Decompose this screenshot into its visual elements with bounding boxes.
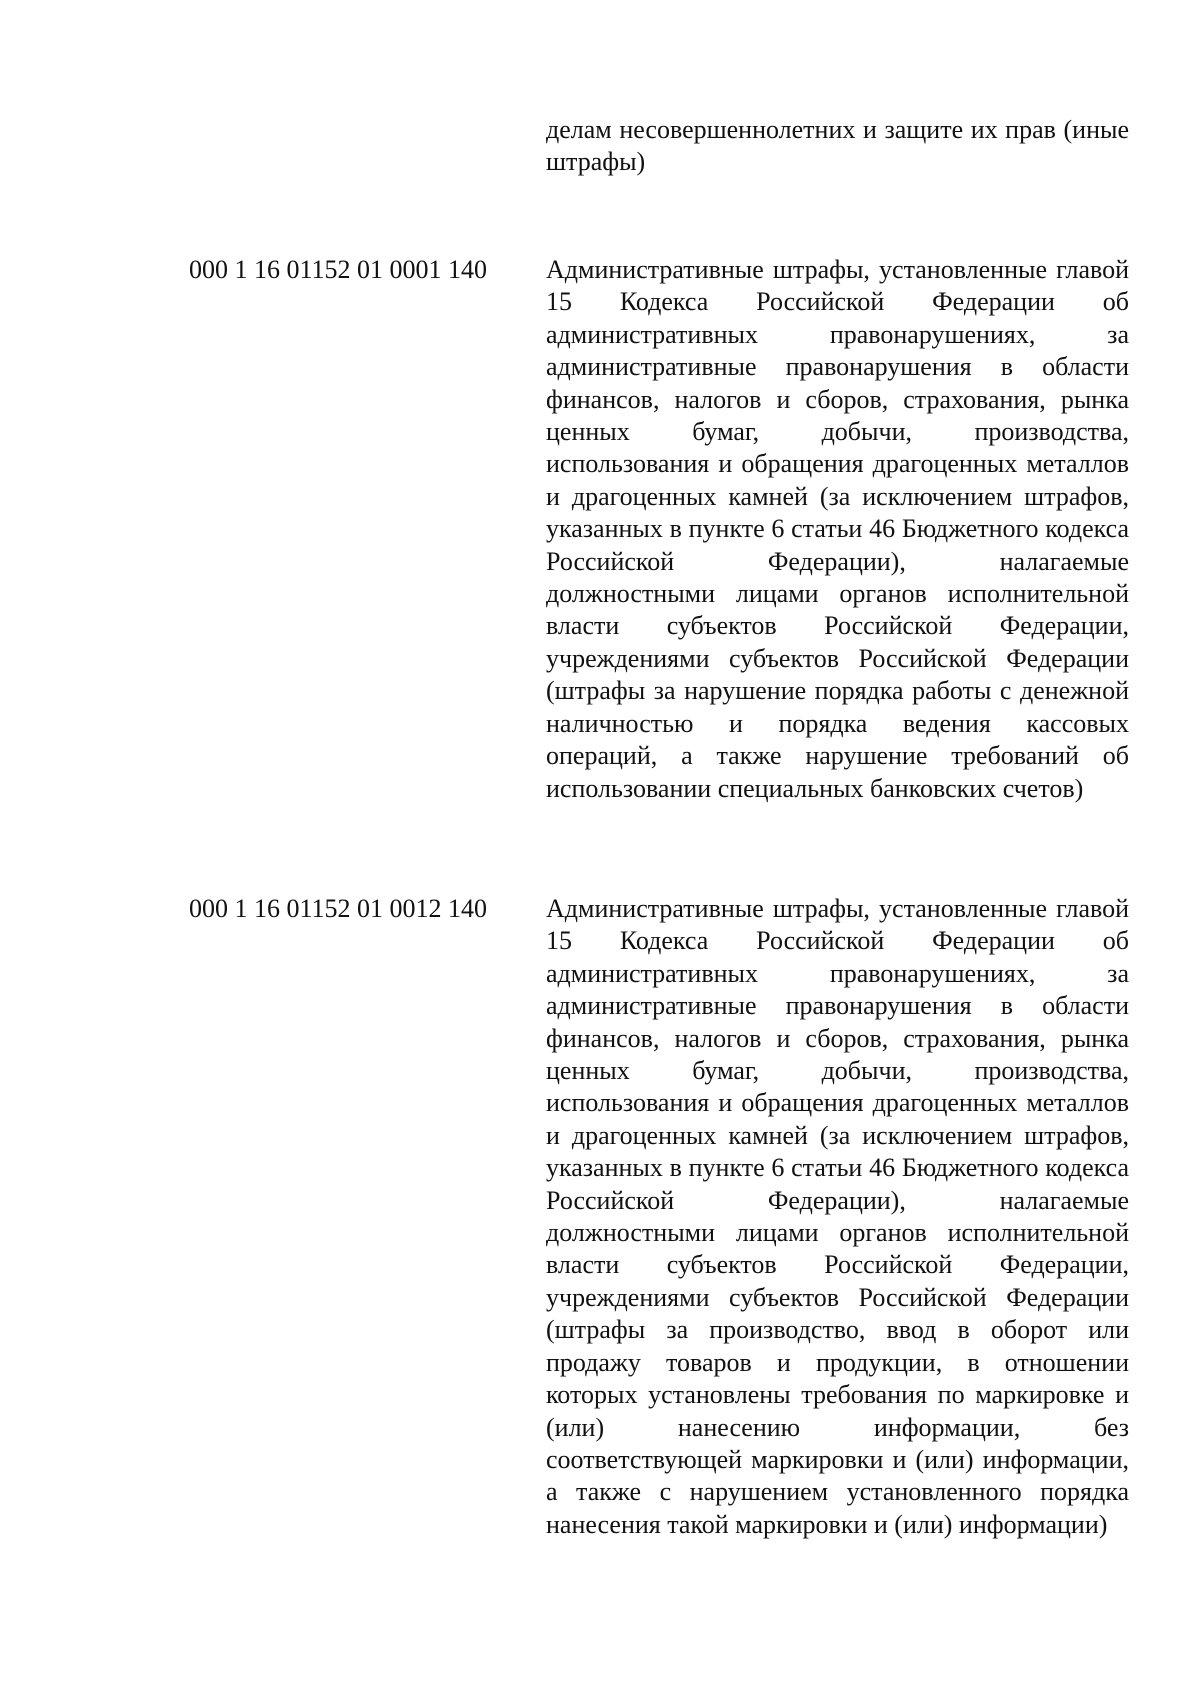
row-description: Административные штрафы, установленные главой 15 Кодекса Российской Федерации об административных правонарушениях, за административные правонарушения в области финансов, налогов и сборов, страхования, рынка ценных бумаг, добычи, производства, использования и обращения драгоценных металлов и драгоценных камней (за исключением штрафов, указанных в пункте 6 статьи 46 Бюджетного кодекса Российской Федерации), налагаемые должностными лицами органов исполнительной власти субъектов Российской Федерации, учреждениями субъектов Российской Федерации (штрафы за нарушение порядка работы с денежной наличностью и порядка ведения кассовых операций, а также нарушение требований об использовании специальных банковских счетов) bbox=[546, 255, 1129, 803]
row-description: Административные штрафы, установленные главой 15 Кодекса Российской Федерации об административных правонарушениях, за административные правонарушения в области финансов, налогов и сборов, страхования, рынка ценных бумаг, добычи, производства, использования и обращения драгоценных металлов и драгоценных камней (за исключением штрафов, указанных в пункте 6 статьи 46 Бюджетного кодекса Российской Федерации), налагаемые должностными лицами органов исполнительной власти субъектов Российской Федерации, учреждениями субъектов Российской Федерации (штрафы за производство, ввод в оборот или продажу товаров и продукции, в отношении которых установлены требования по маркировке и (или) нанесению информации, без соответствующей маркировки и (или) информации, а также с нарушением установленного порядка нанесения такой маркировки и (или) информации) bbox=[546, 894, 1129, 1539]
row-description: делам несовершеннолетних и защите их прав (иные штрафы) bbox=[546, 115, 1129, 177]
budget-code: 000 1 16 01152 01 0001 140 bbox=[189, 255, 488, 284]
budget-code: 000 1 16 01152 01 0012 140 bbox=[189, 894, 488, 923]
